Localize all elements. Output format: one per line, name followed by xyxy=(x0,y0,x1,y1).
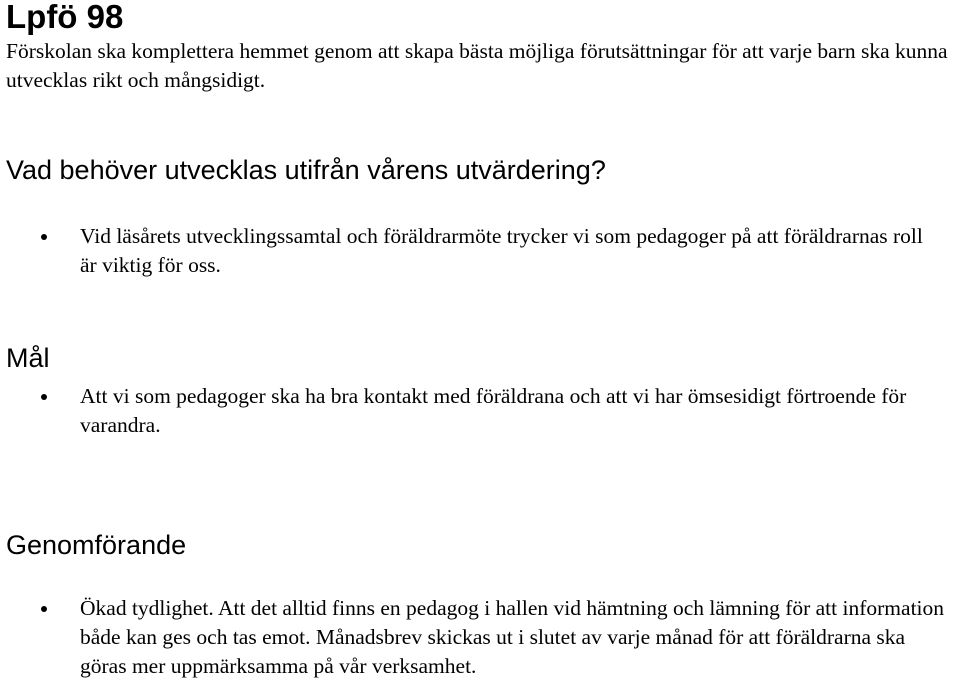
bullet-text: Vid läsårets utvecklingssamtal och föräldrarmöte trycker vi som pedagoger på att föräldrarnas roll är viktig för oss. xyxy=(80,224,923,277)
list-item xyxy=(0,382,940,440)
bullet-text: Ökad tydlighet. Att det alltid finns en pedagog i hallen vid hämtning och lämning för att information både kan ges och tas emot. Månadsbrev skickas ut i slutet av varje månad för att föräldrarna ska göras mer uppmärksamma på vår verksamhet. xyxy=(80,596,945,678)
list-item xyxy=(0,594,950,681)
bullet-icon xyxy=(41,394,47,400)
list-item xyxy=(0,222,940,280)
section-heading-goal: Mål xyxy=(6,343,50,373)
bullet-icon xyxy=(41,234,47,240)
section-heading-implementation: Genomförande xyxy=(6,530,187,560)
intro-paragraph: Förskolan ska komplettera hemmet genom att skapa bästa möjliga förutsättningar för att varje barn ska kunna utvecklas rikt och mångsidigt. xyxy=(6,39,948,92)
evaluation-bullet-list xyxy=(0,222,940,280)
bullet-icon xyxy=(41,606,47,612)
section-heading-evaluation: Vad behöver utvecklas utifrån vårens utvärdering? xyxy=(6,155,606,185)
document-title: Lpfö 98 xyxy=(6,0,124,35)
implementation-bullet-list xyxy=(0,594,950,681)
bullet-text: Att vi som pedagoger ska ha bra kontakt med föräldrana och att vi har ömsesidigt förtroende för varandra. xyxy=(80,384,907,437)
goal-bullet-list xyxy=(0,382,940,440)
